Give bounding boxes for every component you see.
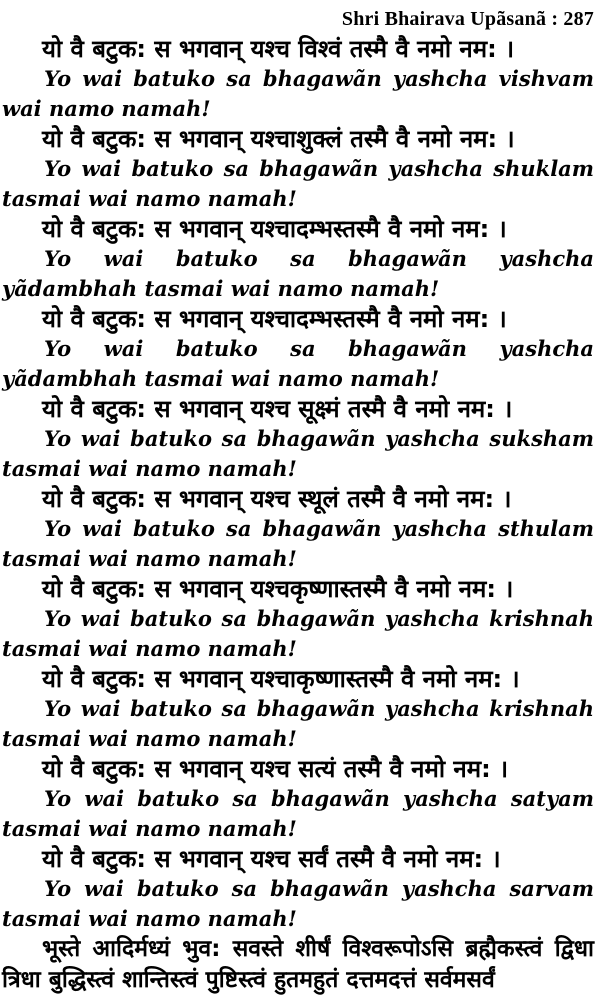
devanagari-line: यो वै बटुक: स भगवान् यश्चाकृष्णास्तस्मै वै नमो नम: । [42, 665, 520, 693]
transliteration-line: Yo wai batuko sa bhagawãn yashcha yãdambhah tasmai wai namo namah! [2, 246, 594, 301]
page-header: Shri Bhairava Upãsanã : 287 [341, 8, 594, 30]
verse-block [2, 124, 594, 214]
verse-block [2, 394, 594, 484]
devanagari-line: यो वै बटुक: स भगवान् यश्च सत्यं तस्मै वै नमो नम: । [42, 755, 509, 783]
transliteration-line: Yo wai batuko sa bhagawãn yashcha vishvam wai namo namah! [2, 66, 594, 121]
devanagari-line: यो वै बटुक: स भगवान् यश्च सर्वं तस्मै वै नमो नम: । [42, 845, 501, 873]
closing-sanskrit-paragraph: भूस्ते आदिर्मध्यं भुव: सवस्ते शीर्षं विश्वरूपोऽसि ब्रह्मैकस्त्वं द्विधा त्रिधा बुद्धिस्त्वं शान्तिस्त्वं पुष्टिस्त्वं हुतमहुतं दत्तमदत्तं सर्वमसर्वं [2, 936, 594, 993]
verse-block [2, 574, 594, 664]
transliteration-line: Yo wai batuko sa bhagawãn yashcha satyam tasmai wai namo namah! [2, 786, 594, 841]
transliteration-line: Yo wai batuko sa bhagawãn yashcha sarvam tasmai wai namo namah! [2, 876, 594, 931]
verse-block [2, 664, 594, 754]
devanagari-line: यो वै बटुक: स भगवान् यश्चाशुक्लं तस्मै वै नमो नम: । [42, 125, 515, 153]
devanagari-line: यो वै बटुक: स भगवान् यश्च स्थूलं तस्मै वै नमो नम: । [42, 485, 512, 513]
verse-block [2, 304, 594, 394]
verse-block [2, 214, 594, 304]
transliteration-line: Yo wai batuko sa bhagawãn yashcha krishnah tasmai wai namo namah! [2, 606, 594, 661]
devanagari-line: यो वै बटुक: स भगवान् यश्चादम्भस्तस्मै वै नमो नम: । [42, 305, 507, 333]
transliteration-line: Yo wai batuko sa bhagawãn yashcha krishnah tasmai wai namo namah! [2, 696, 594, 751]
devanagari-line: यो वै बटुक: स भगवान् यश्चादम्भस्तस्मै वै नमो नम: । [42, 215, 507, 243]
verse-block [2, 844, 594, 934]
devanagari-line: यो वै बटुक: स भगवान् यश्चकृष्णास्तस्मै वै नमो नम: । [42, 575, 514, 603]
verse-block [2, 754, 594, 844]
devanagari-line: यो वै बटुक: स भगवान् यश्च विश्वं तस्मै वै नमो नम: । [42, 35, 515, 63]
verse-block [2, 484, 594, 574]
verse-block [2, 34, 594, 124]
transliteration-line: Yo wai batuko sa bhagawãn yashcha suksham tasmai wai namo namah! [2, 426, 594, 481]
transliteration-line: Yo wai batuko sa bhagawãn yashcha shuklam tasmai wai namo namah! [2, 156, 594, 211]
transliteration-line: Yo wai batuko sa bhagawãn yashcha yãdambhah tasmai wai namo namah! [2, 336, 594, 391]
transliteration-line: Yo wai batuko sa bhagawãn yashcha sthulam tasmai wai namo namah! [2, 516, 594, 571]
devanagari-line: यो वै बटुक: स भगवान् यश्च सूक्ष्मं तस्मै वै नमो नम: । [42, 395, 513, 423]
